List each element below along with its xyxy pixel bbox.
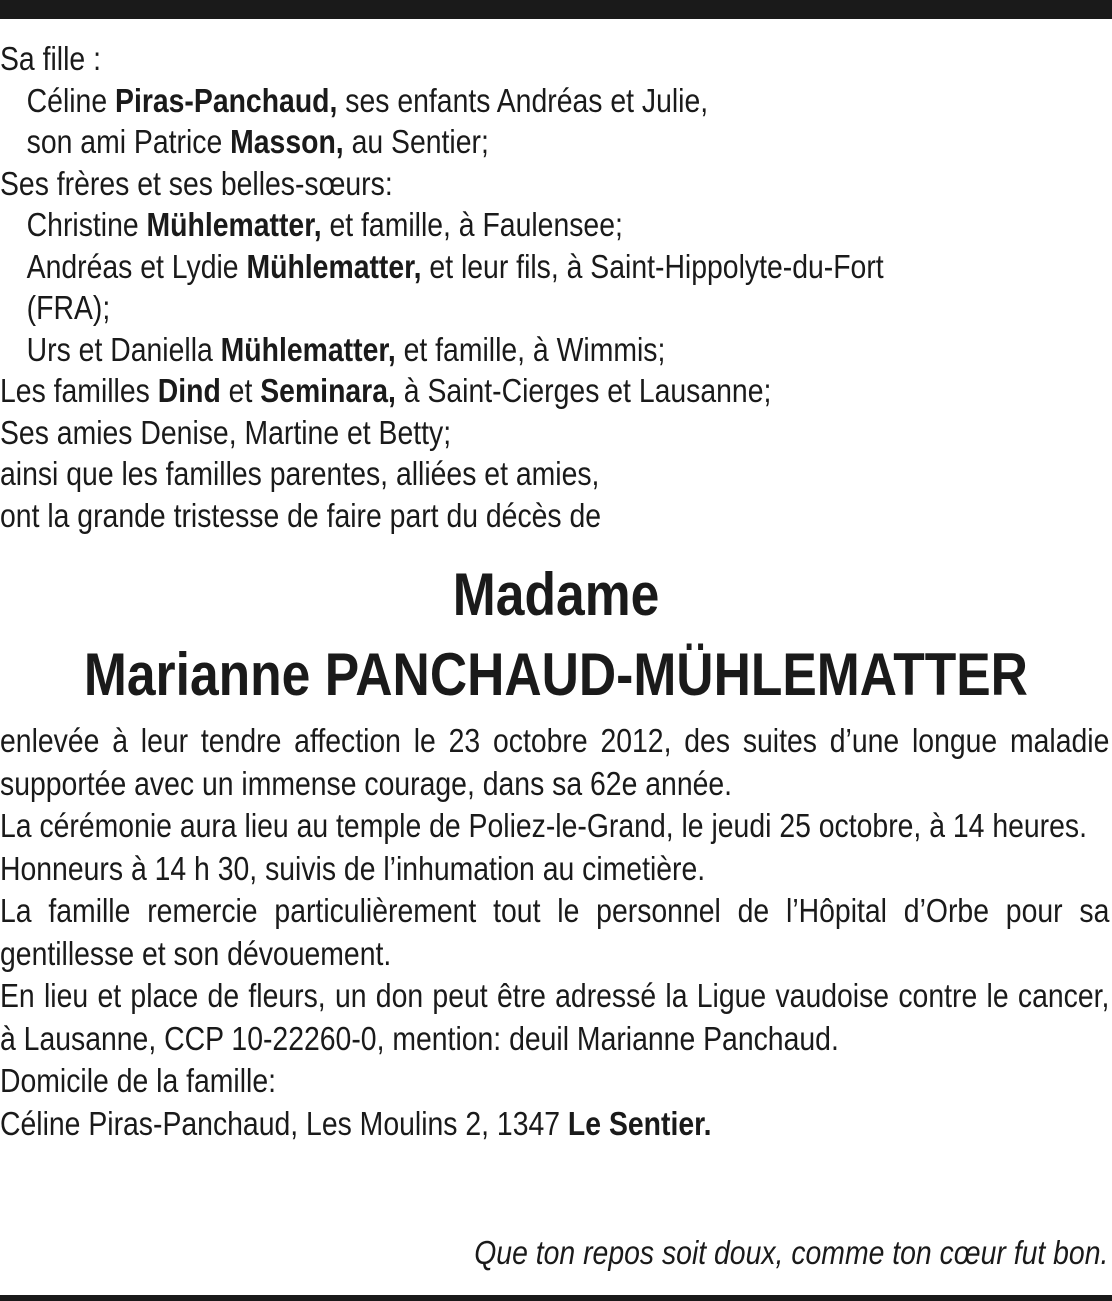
announcement-line: ont la grande tristesse de faire part du décès de [0, 496, 602, 534]
donation-paragraph: En lieu et place de fleurs, un don peut être adressé la Ligue vaudoise contre le cancer, à Lausanne, CCP 10-22260-0, mention: deuil Marianne Panchaud. [0, 977, 1110, 1057]
closing-verse: Que ton repos soit doux, comme ton cœur fut bon. [473, 1234, 1108, 1271]
siblings-label: Ses frères et ses belles-sœurs: [0, 164, 393, 202]
relatives-line: ainsi que les familles parentes, alliées et amies, [0, 455, 600, 492]
daughter-label: Sa fille : [0, 40, 101, 77]
ceremony-paragraph: La cérémonie aura lieu au temple de Poliez-le-Grand, le jeudi 25 octobre, à 14 heures. [0, 807, 1087, 844]
daughter-line-1: Céline Piras-Panchaud, ses enfants Andréas et Julie, [26, 81, 709, 119]
sibling-line-2: Andréas et Lydie Mühlematter, et leur fils, à Saint-Hippolyte-du-Fort [26, 247, 884, 285]
notice-body [0, 720, 1109, 1145]
honours-paragraph: Honneurs à 14 h 30, suivis de l’inhumation au cimetière. [0, 849, 706, 887]
domicile-address: Céline Piras-Panchaud, Les Moulins 2, 1347 Le Sentier. [0, 1104, 712, 1142]
sibling-line-3: Urs et Daniella Mühlematter, et famille, à Wimmis; [26, 330, 666, 368]
deceased-name: Marianne PANCHAUD-MÜHLEMATTER [83, 641, 1029, 708]
mourners-list [0, 38, 955, 536]
death-paragraph: enlevée à leur tendre affection le 23 octobre 2012, des suites d’une longue maladie supportée avec un immense courage, dans sa 62e année. [0, 722, 1110, 802]
friends-line: Ses amies Denise, Martine et Betty; [0, 413, 452, 451]
bottom-rule [0, 1295, 1112, 1301]
top-rule [0, 0, 1112, 19]
sibling-line-1: Christine Mühlematter, et famille, à Faulensee; [26, 206, 623, 243]
daughter-line-2: son ami Patrice Masson, au Sentier; [26, 123, 489, 160]
thanks-paragraph: La famille remercie particulièrement tout le personnel de l’Hôpital d’Orbe pour sa gentillesse et son dévouement. [0, 892, 1110, 972]
deceased-title: Madame [452, 561, 660, 628]
families-line: Les familles Dind et Seminara, à Saint-Cierges et Lausanne; [0, 372, 772, 409]
domicile-label: Domicile de la famille: [0, 1062, 277, 1099]
sibling-line-2-cont: (FRA); [26, 289, 111, 326]
